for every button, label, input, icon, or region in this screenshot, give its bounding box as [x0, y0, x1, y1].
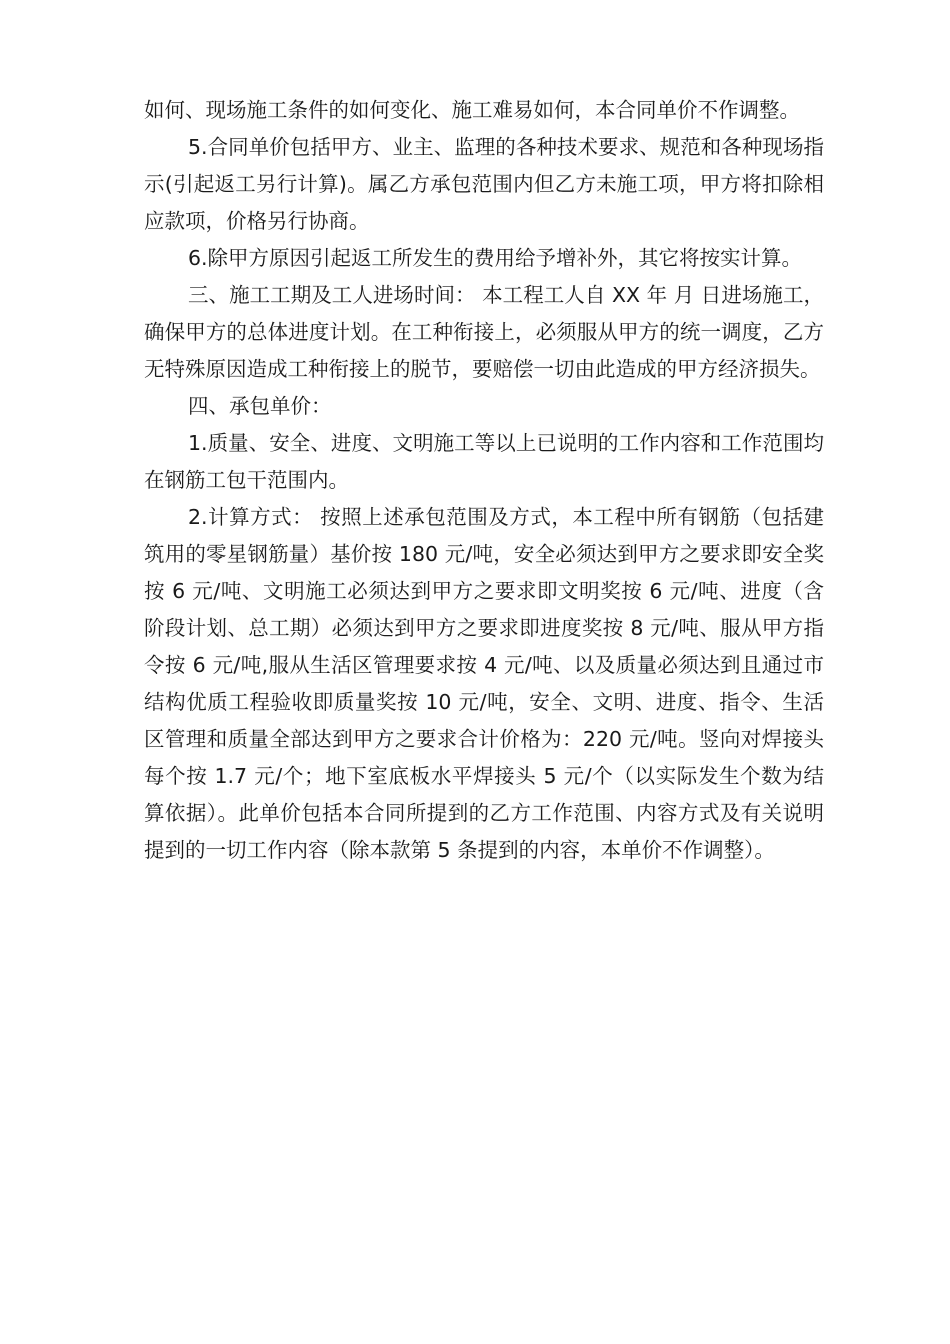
document-body: [144, 92, 824, 869]
paragraph-unit-price-1: 1.质量、安全、进度、文明施工等以上已说明的工作内容和工作范围均在钢筋工包干范围内。: [144, 431, 824, 492]
paragraph-unit-price-2: 2.计算方式： 按照上述承包范围及方式，本工程中所有钢筋（包括建筑用的零星钢筋量）基价按 180 元/吨，安全必须达到甲方之要求即安全奖按 6 元/吨、文明施工必须达到甲方之要求即文明奖按 6 元/吨、进度（含阶段计划、总工期）必须达到甲方之要求即进度奖按 8 元/吨、服从甲方指令按 6 元/吨,服从生活区管理要求按 4 元/吨、以及质量必须达到且通过市结构优质工程验收即质量奖按 10 元/吨，安全、文明、进度、指令、生活区管理和质量全部达到甲方之要求合计价格为：220 元/吨。竖向对焊接头每个按 1.7 元/个；地下室底板水平焊接头 5 元/个（以实际发生个数为结算依据）。此单价包括本合同所提到的乙方工作范围、内容方式及有关说明提到的一切工作内容（除本款第 5 条提到的内容，本单价不作调整）。: [144, 505, 824, 862]
paragraph-clause-6: 6.除甲方原因引起返工所发生的费用给予增补外，其它将按实计算。: [188, 246, 803, 270]
paragraph-section-3-schedule: 三、施工工期及工人进场时间： 本工程工人自 XX 年 月 日进场施工，确保甲方的总体进度计划。在工种衔接上，必须服从甲方的统一调度，乙方无特殊原因造成工种衔接上的脱节，要赔偿一切由此造成的甲方经济损失。: [144, 283, 824, 381]
paragraph-clause-5: 5.合同单价包括甲方、业主、监理的各种技术要求、规范和各种现场指示(引起返工另行计算)。属乙方承包范围内但乙方未施工项，甲方将扣除相应款项，价格另行协商。: [144, 135, 824, 233]
paragraph-continuation: 如何、现场施工条件的如何变化、施工难易如何，本合同单价不作调整。: [144, 98, 800, 122]
section-heading-unit-price: 四、承包单价：: [188, 394, 332, 418]
